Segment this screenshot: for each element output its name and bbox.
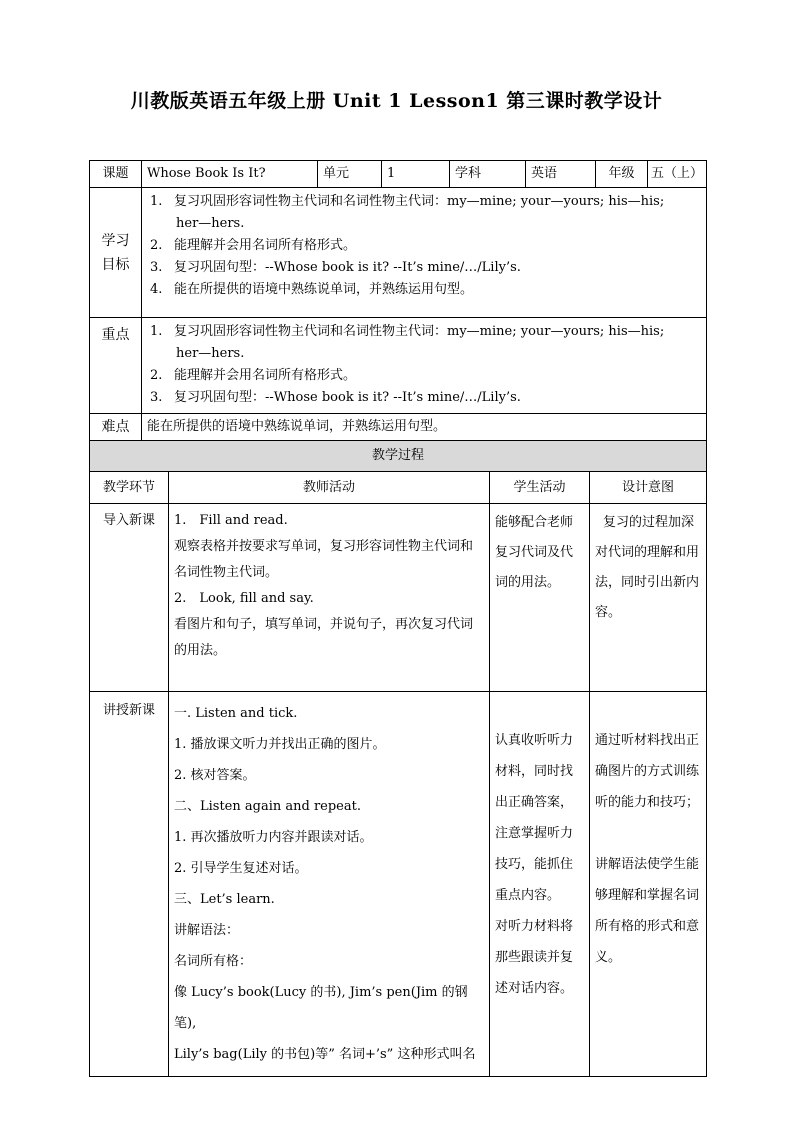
topic-value: Whose Book Is It? [142,161,318,188]
new-step: 三、Let’s learn. [174,892,275,907]
new-step: Lily’s bag(Lily 的书包)等” 名词+’s” 这种形式叫名 [174,1047,476,1062]
unit-label: 单元 [318,161,382,188]
intro-step: 2. Look, fill and say. [174,591,314,606]
page-title: 川教版英语五年级上册 Unit 1 Lesson1 第三课时教学设计 [130,90,663,112]
new-step: 2. 引导学生复述对话。 [174,861,308,876]
intro-step: 看图片和句子，填写单词，并说句子，再次复习代词的用法。 [174,617,474,658]
difficulty-label: 难点 [90,414,142,441]
grade-value: 五（上） [648,161,707,188]
intro-step: 观察表格并按要求写单词，复习形容词性物主代词和名词性物主代词。 [174,539,474,580]
new-design [590,692,707,1077]
new-student-a: 认真收听听力材料，同时找出正确答案，注意掌握听力技巧，能抓住重点内容。 [495,733,574,903]
new-step: 2. 核对答案。 [174,768,256,783]
new-step: 二、Listen again and repeat. [174,799,361,814]
unit-value: 1 [382,161,450,188]
new-student-b: 对听力材料将那些跟读并复述对话内容。 [495,919,574,996]
subject-value: 英语 [526,161,596,188]
new-step: 名词所有格： [174,954,253,969]
col-student: 学生活动 [490,472,590,504]
col-teacher: 教师活动 [169,472,490,504]
new-teacher [169,692,490,1077]
new-step: 一. Listen and tick. [174,706,298,721]
col-design: 设计意图 [590,472,707,504]
objectives-cell [142,188,707,318]
intro-design: 复习的过程加深对代词的理解和用法，同时引出新内容。 [590,504,707,692]
new-step: 1. 再次播放听力内容并跟读对话。 [174,830,373,845]
grade-label: 年级 [596,161,648,188]
key-points-cell [142,318,707,414]
new-step: 讲解语法： [174,923,240,938]
list-item: 1. 复习巩固形容词性物主代词和名词性物主代词：my—mine; your—yours; his—his; [150,194,665,209]
stage-new: 讲授新课 [90,692,169,1077]
key-points-label: 重点 [90,318,142,414]
list-item: her—hers. [176,216,245,231]
objectives-list [146,191,702,301]
new-step: 1. 播放课文听力并找出正确的图片。 [174,737,386,752]
new-student [490,692,590,1077]
list-item: 3. 复习巩固句型：--Whose book is it? --It’s mine/…/Lily’s. [150,260,521,275]
list-item: 2. 能理解并会用名词所有格形式。 [150,238,357,253]
list-item: her—hers. [176,346,245,361]
key-points-list [146,321,702,409]
process-table [89,471,707,1077]
list-item: 2. 能理解并会用名词所有格形式。 [150,368,357,383]
objectives-label: 学习目标 [90,188,142,318]
topic-label: 课题 [90,161,142,188]
intro-step: 1. Fill and read. [174,513,288,528]
list-item: 1. 复习巩固形容词性物主代词和名词性物主代词：my—mine; your—yours; his—his; [150,324,665,339]
new-step: 像 Lucy’s book(Lucy 的书), Jim’s pen(Jim 的钢笔), [174,985,468,1031]
subject-label: 学科 [450,161,526,188]
intro-student: 能够配合老师复习代词及代词的用法。 [490,504,590,692]
lesson-plan-table [89,160,707,472]
new-design-a: 通过听材料找出正确图片的方式训练听的能力和技巧； [595,733,700,810]
intro-teacher [169,504,490,692]
col-stage: 教学环节 [90,472,169,504]
stage-intro: 导入新课 [90,504,169,692]
difficulty-text: 能在所提供的语境中熟练说单词，并熟练运用句型。 [142,414,707,441]
new-design-b: 讲解语法使学生能够理解和掌握名词所有格的形式和意义。 [595,857,700,965]
list-item: 3. 复习巩固句型：--Whose book is it? --It’s mine/…/Lily’s. [150,390,521,405]
process-header: 教学过程 [90,441,707,472]
list-item: 4. 能在所提供的语境中熟练说单词，并熟练运用句型。 [150,282,474,297]
